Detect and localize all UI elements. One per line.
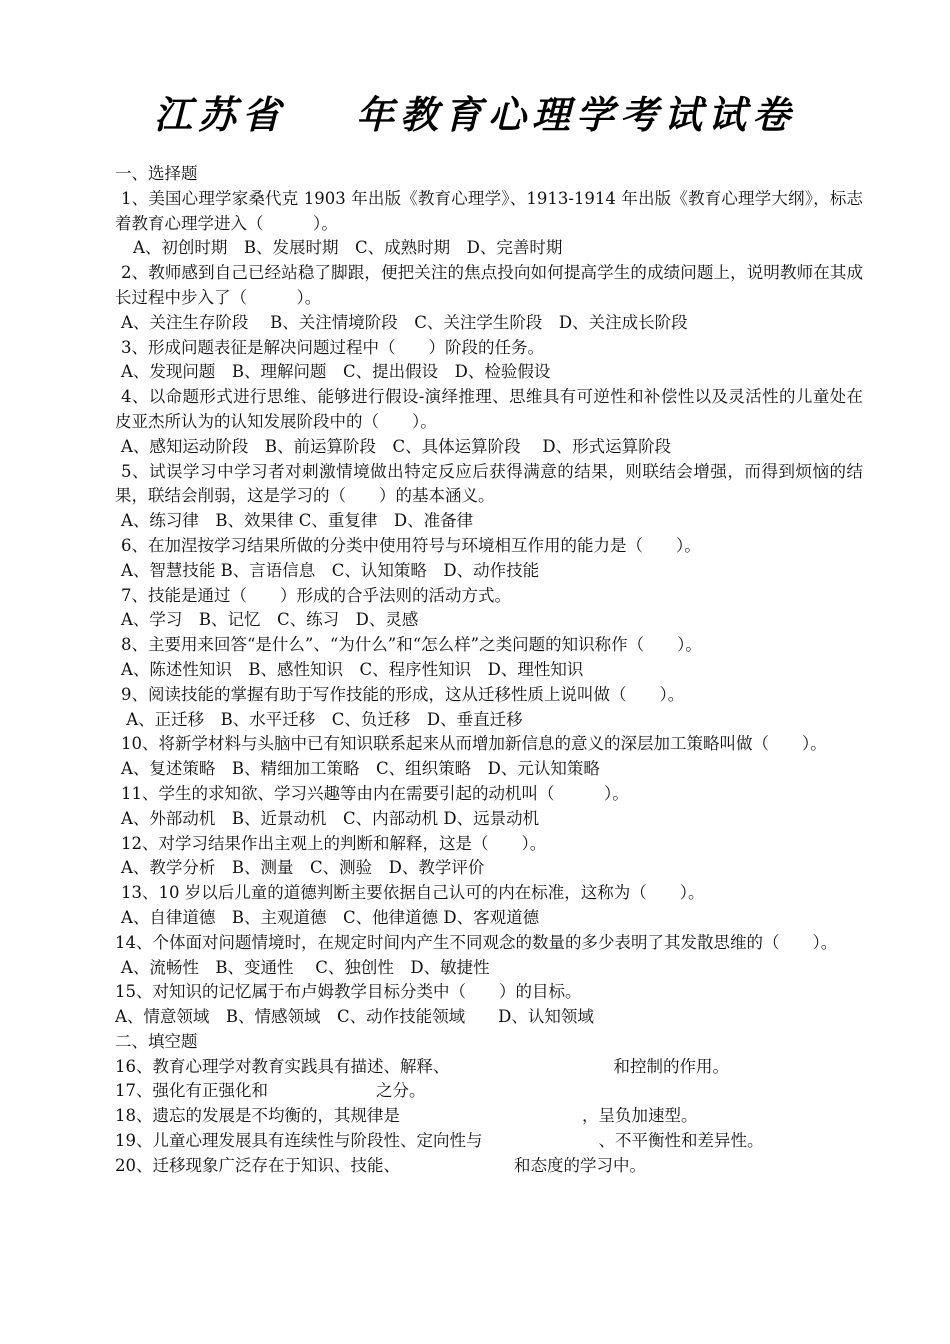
fill-item-text: 和态度的学习中。: [514, 1155, 646, 1175]
title-exam-name: 年教育心理学考试试卷: [356, 92, 797, 137]
question-stem: 3、形成问题表征是解决问题过程中（ ）阶段的任务。: [121, 337, 544, 357]
fill-item: [115, 1154, 863, 1179]
fill-item-text: 之分。: [376, 1081, 426, 1101]
question-stem: 14、个体面对问题情境时，在规定时间内产生不同观念的数量的多少表明了其发散思维的（ ）。: [115, 932, 838, 952]
fill-item-text: 20、迁移现象广泛存在于知识、技能、: [115, 1155, 400, 1175]
question-stem: 8、主要用来回答“是什么”、“为什么”和“怎么样”之类问题的知识称作（ ）。: [121, 635, 702, 655]
question-options: A、复述策略 B、精细加工策略 C、组织策略 D、元认知策略: [121, 759, 600, 779]
exam-content: [115, 162, 863, 1179]
question-stem: 15、对知识的记忆属于布卢姆教学目标分类中（ ）的目标。: [115, 982, 582, 1002]
question-stem: 13、10 岁以后儿童的道德判断主要依据自己认可的内在标准，这称为（ ）。: [121, 883, 705, 903]
question-options: A、练习律 B、效果律 C、重复律 D、准备律: [121, 511, 474, 531]
question-options: A、学习 B、记忆 C、练习 D、灵感: [121, 610, 419, 630]
question-stem: 11、学生的求知欲、学习兴趣等由内在需要引起的动机叫（ ）。: [121, 783, 629, 803]
question-stem: 4、以命题形式进行思维、能够进行假设-演绎推理、思维具有可逆性和补偿性以及灵活性的儿童处在皮亚杰所认为的认知发展阶段中的（ ）。: [115, 387, 863, 431]
fill-item-text: 和控制的作用。: [613, 1056, 729, 1076]
section-heading-choice: 一、选择题: [115, 164, 198, 183]
question-options: A、关注生存阶段 B、关注情境阶段 C、关注学生阶段 D、关注成长阶段: [121, 312, 688, 332]
fill-item: [115, 1079, 863, 1104]
question-options: A、感知运动阶段 B、前运算阶段 C、具体运算阶段 D、形式运算阶段: [121, 436, 672, 456]
question-options: A、正迁移 B、水平迁移 C、负迁移 D、垂直迁移: [121, 709, 523, 729]
fill-item: [115, 1104, 863, 1129]
question-stem: 5、试误学习中学习者对刺激情境做出特定反应后获得满意的结果，则联结会增强，而得到烦恼的结果，联结会削弱，这是学习的（ ）的基本涵义。: [115, 461, 863, 506]
question-stem: 2、教师感到自己已经站稳了脚跟，便把关注的焦点投向如何提高学生的成绩问题上，说明教师在其成长过程中步入了（ ）。: [115, 263, 863, 307]
question-options: A、流畅性 B、变通性 C、独创性 D、敏捷性: [121, 957, 490, 977]
question-options: A、陈述性知识 B、感性知识 C、程序性知识 D、理性知识: [121, 659, 584, 679]
section-heading-fill: 二、填空题: [115, 1031, 198, 1051]
question-options: A、自律道德 B、主观道德 C、他律道德 D、客观道德: [121, 907, 540, 927]
question-stem: 1、美国心理学家桑代克 1903 年出版《教育心理学》、1913-1914 年出版《教育心理学大纲》，标志着教育心理学进入（ ）。: [115, 188, 863, 233]
question-stem: 9、阅读技能的掌握有助于写作技能的形成，这从迁移性质上说叫做（ ）。: [121, 684, 685, 704]
title-province: 江苏省: [153, 92, 286, 137]
fill-item-text: 16、教育心理学对教育实践具有描述、解释、: [115, 1056, 450, 1076]
question-options: A、情意领域 B、情感领域 C、动作技能领域 D、认知领域: [115, 1007, 594, 1027]
question-options: A、教学分析 B、测量 C、测验 D、教学评价: [121, 858, 485, 878]
fill-item-text: 18、遗忘的发展是不均衡的，其规律是: [115, 1106, 400, 1126]
question-options: A、发现问题 B、理解问题 C、提出假设 D、检验假设: [121, 362, 551, 382]
exam-title: [0, 84, 950, 137]
question-stem: 7、技能是通过（ ）形成的合乎法则的活动方式。: [121, 585, 511, 605]
question-stem: 12、对学习结果作出主观上的判断和解释，这是（ ）。: [121, 833, 547, 853]
question-options: A、初创时期 B、发展时期 C、成熟时期 D、完善时期: [133, 238, 563, 258]
fill-item: [115, 1055, 863, 1080]
question-options: A、智慧技能 B、言语信息 C、认知策略 D、动作技能: [121, 560, 540, 580]
question-stem: 6、在加涅按学习结果所做的分类中使用符号与环境相互作用的能力是（ ）。: [121, 535, 701, 555]
question-stem: 10、将新学材料与头脑中已有知识联系起来从而增加新信息的意义的深层加工策略叫做（ ）。: [121, 734, 827, 754]
fill-item-text: ，呈负加速型。: [582, 1106, 698, 1126]
fill-item-text: 19、儿童心理发展具有连续性与阶段性、定向性与: [115, 1131, 483, 1151]
fill-item-text: 、不平衡性和差异性。: [598, 1131, 764, 1151]
fill-item-text: 17、强化有正强化和: [115, 1081, 268, 1101]
fill-item: [115, 1129, 863, 1154]
question-options: A、外部动机 B、近景动机 C、内部动机 D、远景动机: [121, 808, 540, 828]
